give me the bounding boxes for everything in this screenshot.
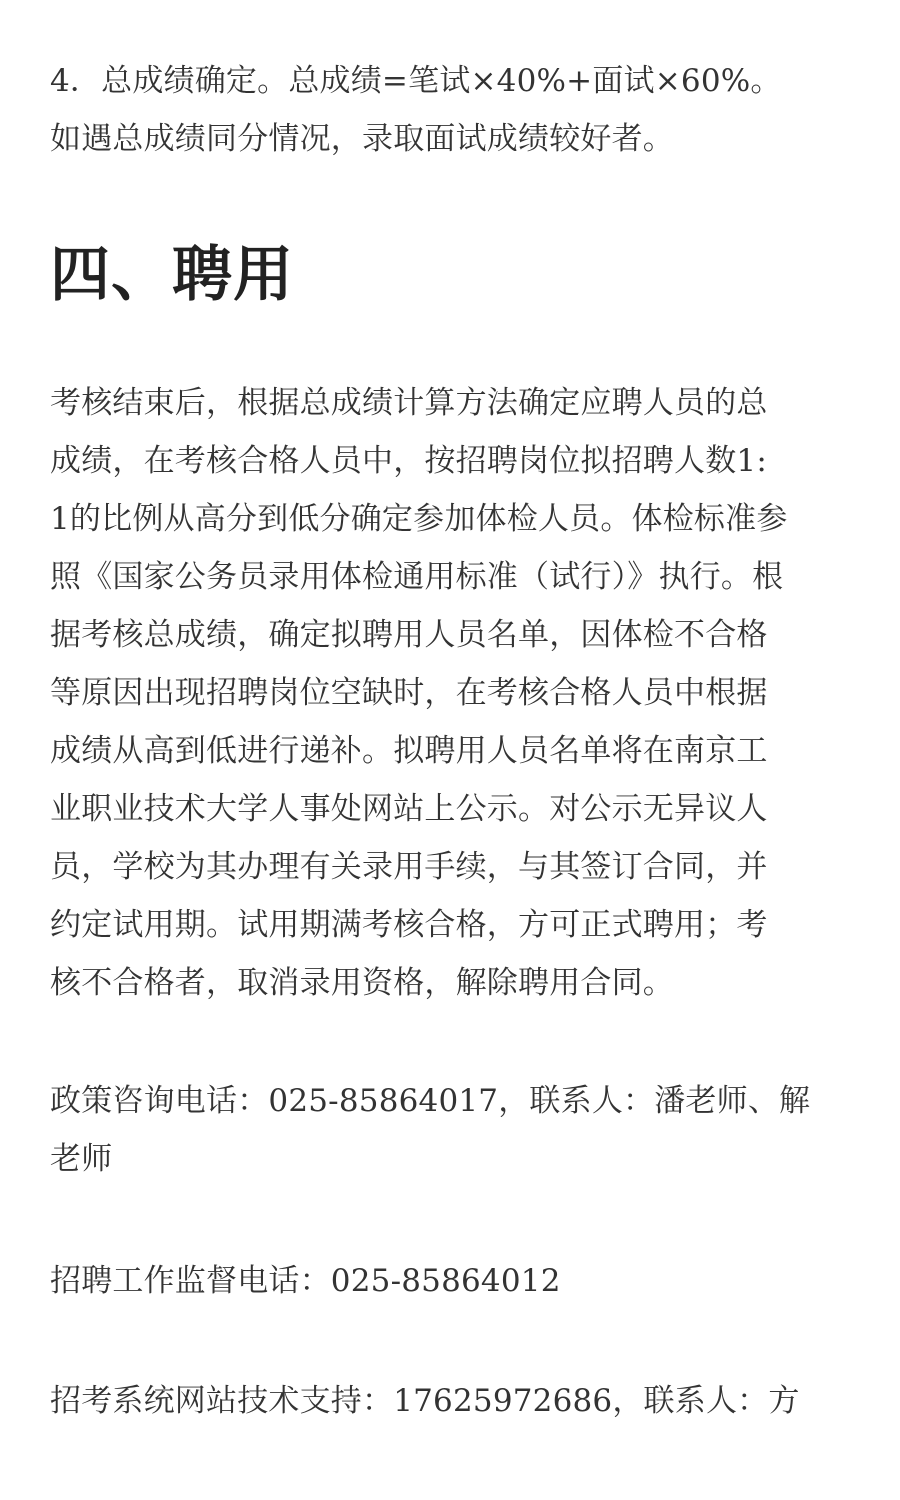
text-line: 成绩从高到低进行递补。拟聘用人员名单将在南京工 — [50, 733, 768, 769]
paragraph-policy-contact — [50, 1072, 810, 1188]
text-line: 招聘工作监督电话：025-85864012 — [50, 1263, 561, 1299]
text-line: 老师 — [50, 1141, 113, 1177]
text-line: 1的比例从高分到低分确定参加体检人员。体检标准参 — [50, 501, 788, 537]
paragraph-tech-support — [50, 1372, 800, 1430]
text-line: 约定试用期。试用期满考核合格，方可正式聘用；考 — [50, 907, 768, 943]
text-line: 核不合格者，取消录用资格，解除聘用合同。 — [50, 965, 674, 1001]
paragraph-total-score — [50, 52, 782, 168]
section-heading-employment: 四、聘用 — [50, 240, 294, 310]
text-line: 照《国家公务员录用体检通用标准（试行）》执行。根 — [50, 559, 784, 595]
text-line: 业职业技术大学人事处网站上公示。对公示无异议人 — [50, 791, 768, 827]
text-line: 4．总成绩确定。总成绩=笔试×40%+面试×60%。 — [50, 63, 782, 99]
text-line: 招考系统网站技术支持：17625972686，联系人：方 — [50, 1383, 800, 1419]
paragraph-supervision-phone — [50, 1252, 561, 1310]
paragraph-employment — [50, 374, 788, 1012]
text-line: 等原因出现招聘岗位空缺时，在考核合格人员中根据 — [50, 675, 768, 711]
text-line: 如遇总成绩同分情况，录取面试成绩较好者。 — [50, 121, 674, 157]
text-line: 据考核总成绩，确定拟聘用人员名单，因体检不合格 — [50, 617, 768, 653]
text-line: 政策咨询电话：025-85864017，联系人：潘老师、解 — [50, 1083, 811, 1119]
text-line: 成绩，在考核合格人员中，按招聘岗位拟招聘人数1: — [50, 443, 767, 479]
text-line: 员，学校为其办理有关录用手续，与其签订合同，并 — [50, 849, 768, 885]
text-line: 考核结束后，根据总成绩计算方法确定应聘人员的总 — [50, 385, 768, 421]
